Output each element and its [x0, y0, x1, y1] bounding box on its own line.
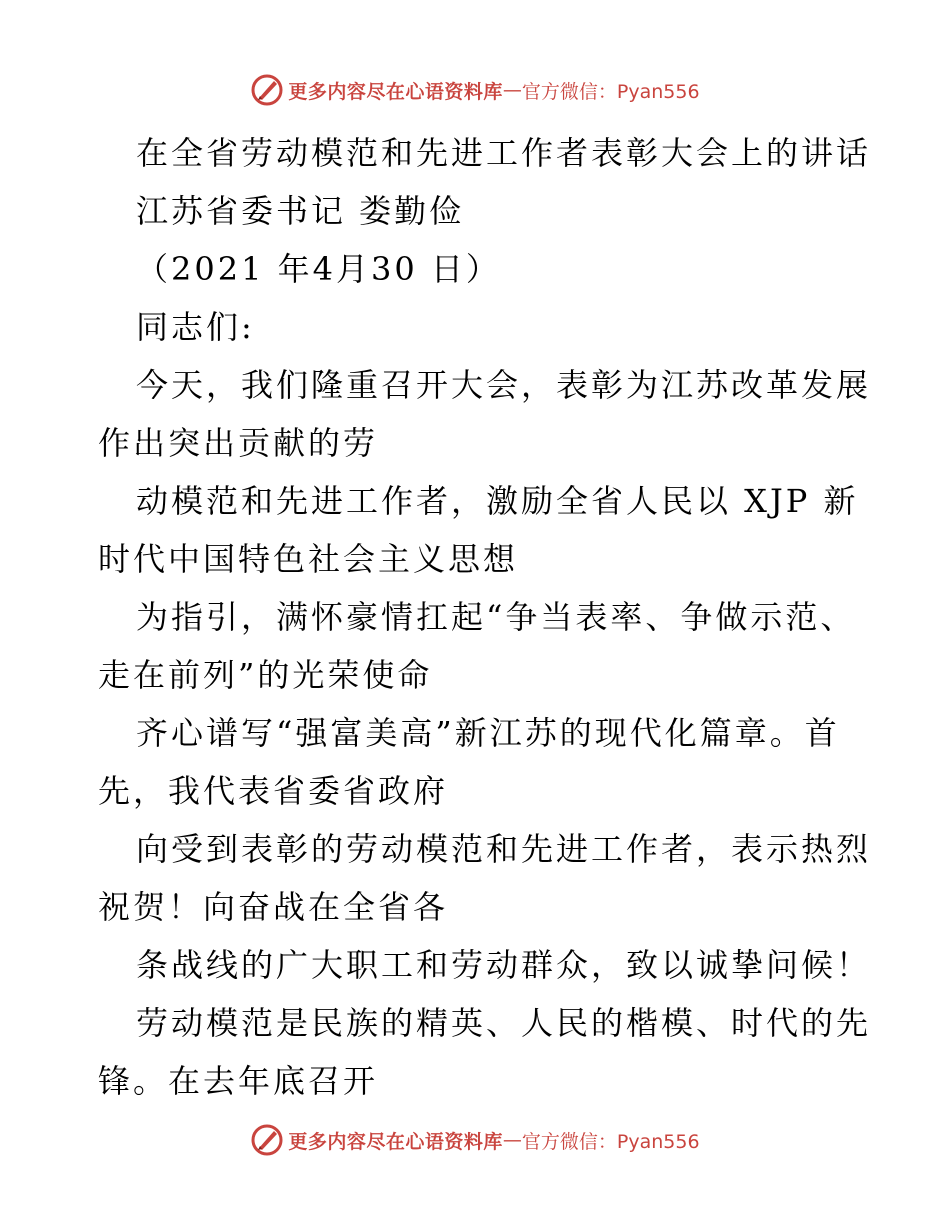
- banner-separator: —: [502, 1129, 522, 1151]
- document-author: 江苏省委书记 娄勤俭: [136, 192, 465, 230]
- body-line: 齐心谱写“强富美高”新江苏的现代化篇章。首: [136, 714, 840, 752]
- body-line: 走在前列”的光荣使命: [98, 656, 433, 694]
- document-title: 在全省劳动模范和先进工作者表彰大会上的讲话: [136, 134, 872, 172]
- body-line: 动模范和先进工作者，激励全省人民以 XJP 新: [136, 482, 859, 520]
- banner-site-name: 更多内容尽在心语资料库: [288, 1130, 503, 1153]
- body-line: 锋。在去年底召开: [98, 1062, 379, 1100]
- footer-banner: [0, 1120, 950, 1160]
- body-line: 为指引，满怀豪情扛起“争当表率、争做示范、: [136, 598, 856, 636]
- body-line: 祝贺！向奋战在全省各: [98, 888, 449, 926]
- document-date: （2021 年4月30 日）: [136, 250, 501, 288]
- header-banner: [0, 70, 950, 110]
- document-paragraphs: [98, 356, 872, 1110]
- banner-site-name: 更多内容尽在心语资料库: [288, 80, 503, 103]
- quill-logo-icon: [250, 73, 284, 107]
- body-line: 作出突出贡献的劳: [98, 424, 379, 462]
- body-line: 先，我代表省委省政府: [98, 772, 449, 810]
- body-line: 今天，我们隆重召开大会，表彰为江苏改革发展: [136, 366, 872, 404]
- quill-logo-icon: [250, 1123, 284, 1157]
- banner-contact: 官方微信：Pyan556: [521, 1130, 700, 1153]
- body-line: 条战线的广大职工和劳动群众，致以诚挚问候！: [136, 946, 872, 984]
- banner-contact: 官方微信：Pyan556: [521, 80, 700, 103]
- banner-separator: —: [502, 79, 522, 101]
- body-line: 时代中国特色社会主义思想: [98, 540, 519, 578]
- body-line: 劳动模范是民族的精英、人民的楷模、时代的先: [136, 1004, 872, 1042]
- document-salutation: 同志们:: [136, 308, 255, 346]
- body-line: 向受到表彰的劳动模范和先进工作者，表示热烈: [136, 830, 872, 868]
- document-body: [98, 124, 872, 1110]
